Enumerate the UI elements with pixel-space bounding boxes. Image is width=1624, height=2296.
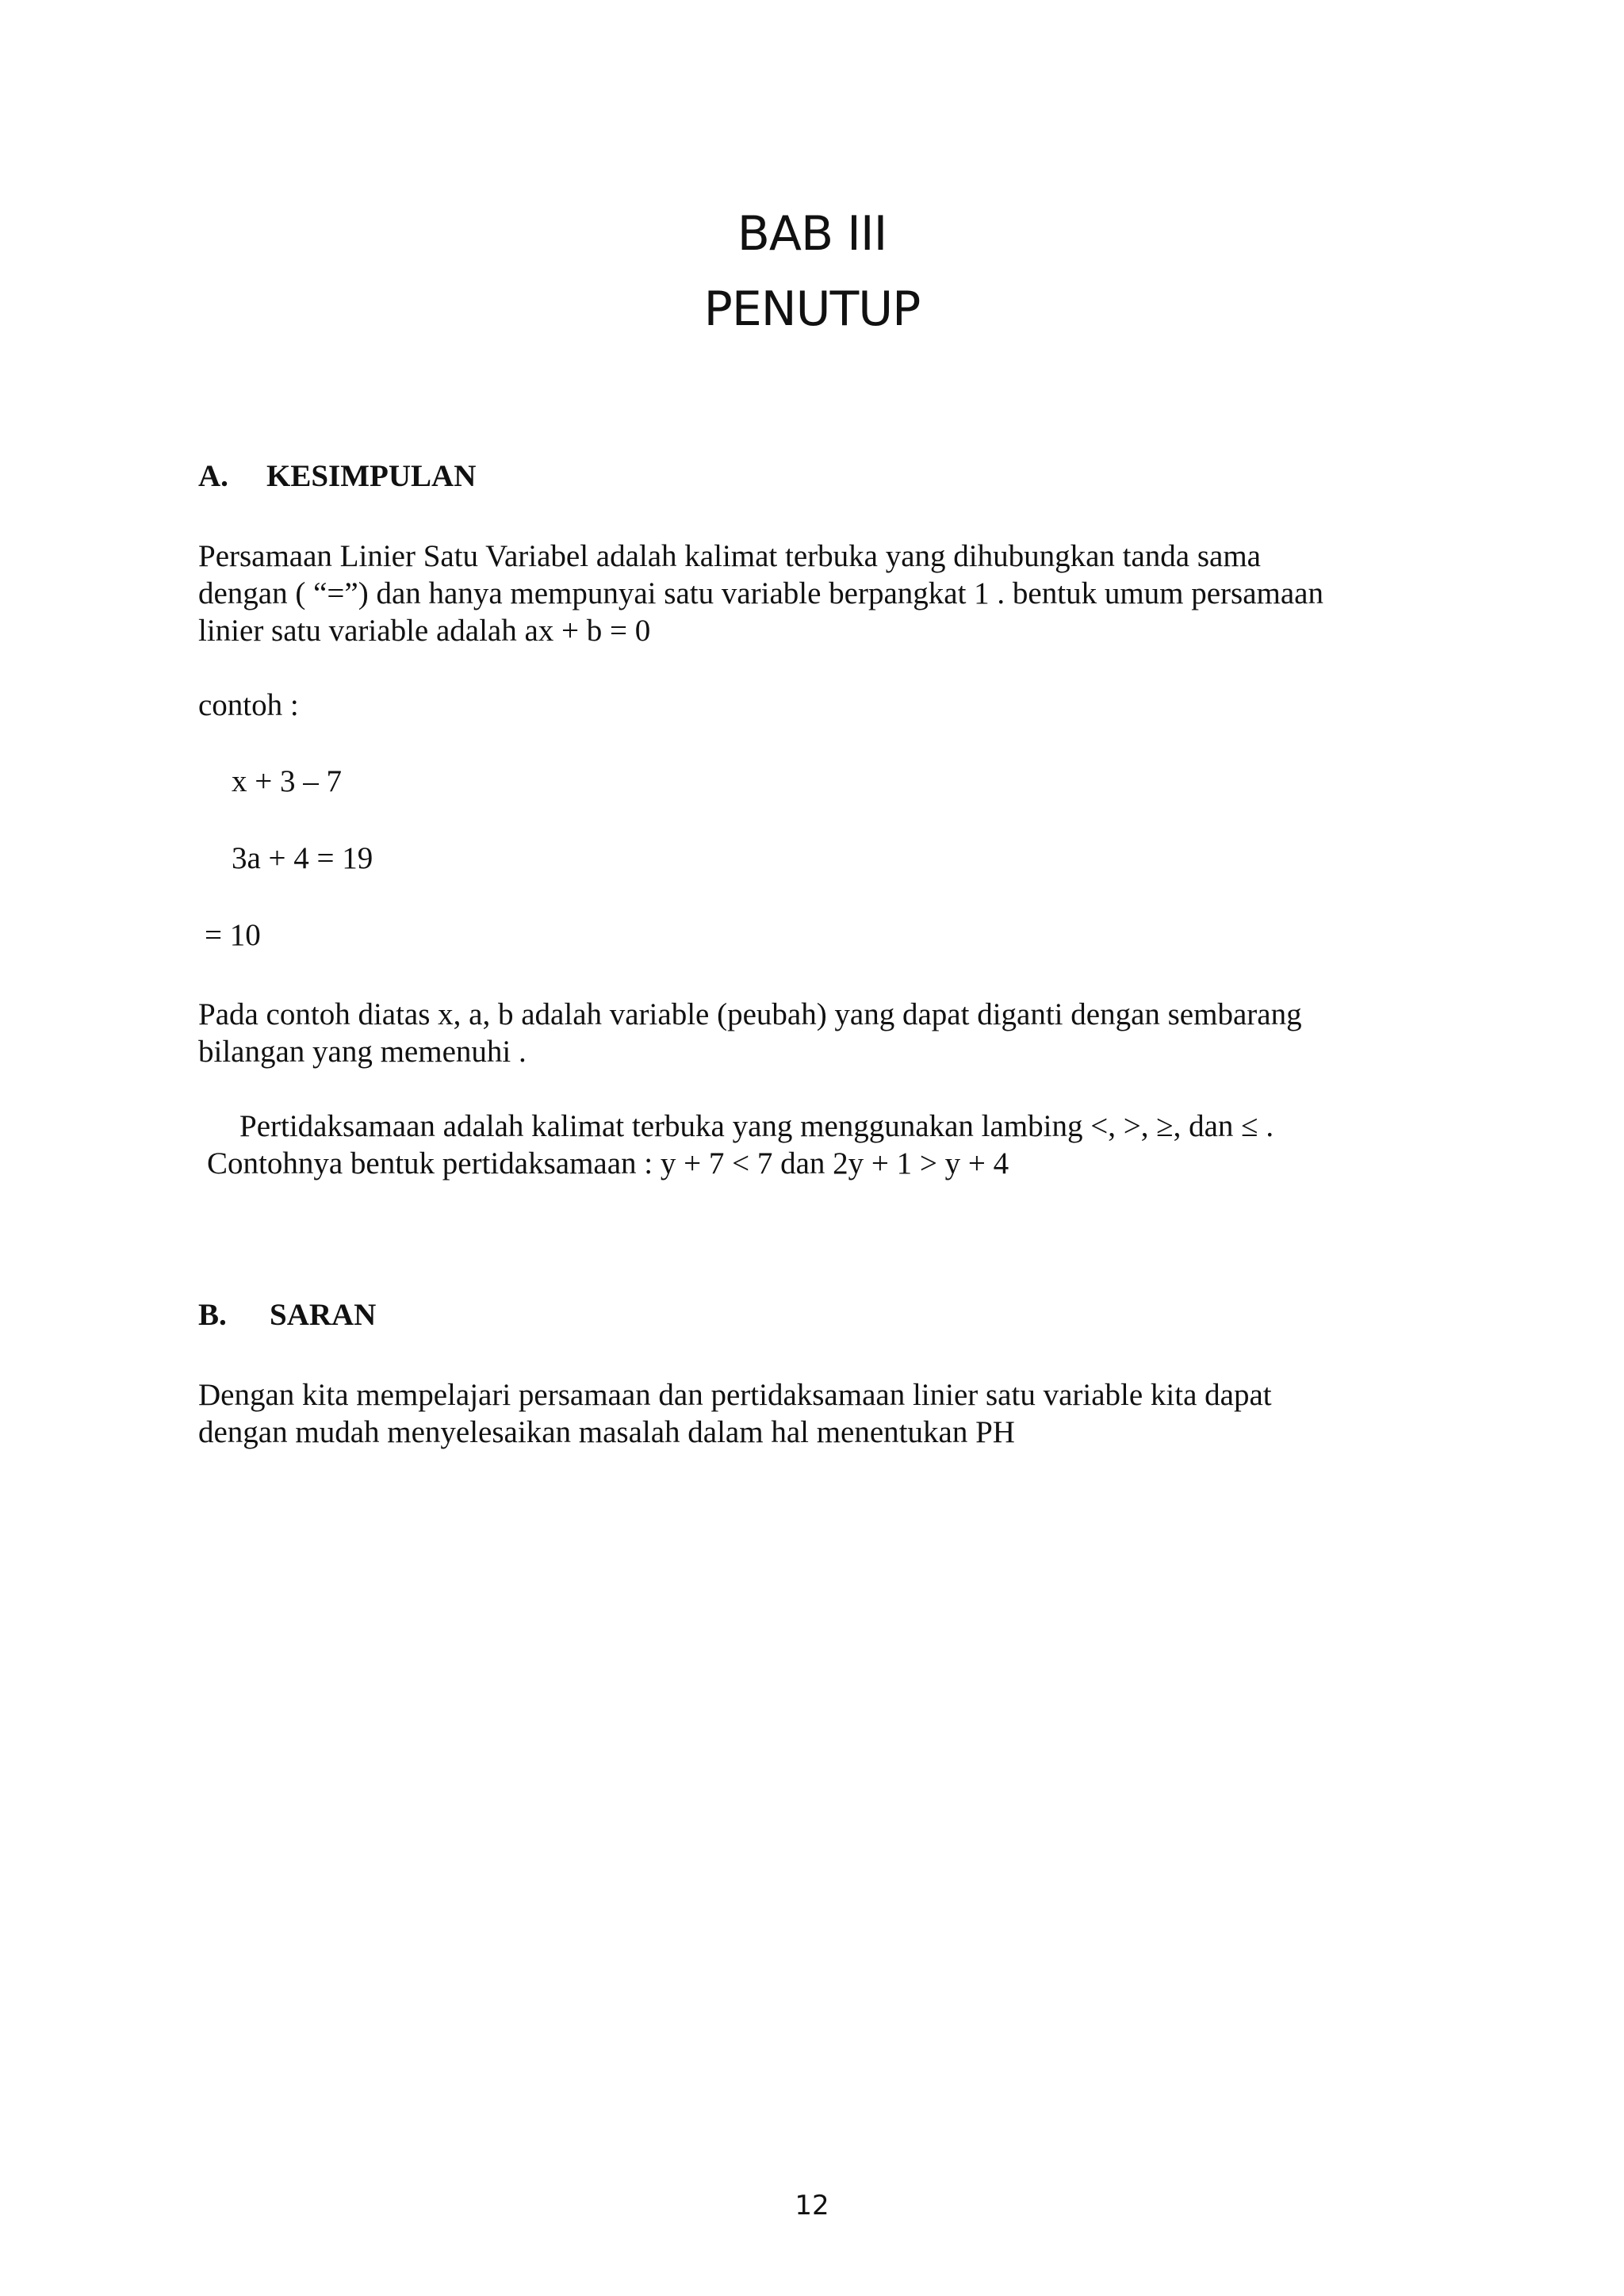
paragraph-line: Pertidaksamaan adalah kalimat terbuka yang menggunakan lambing <, >, ≥, dan ≤ . bbox=[239, 1109, 1274, 1143]
paragraph-line: dengan mudah menyelesaikan masalah dalam hal menentukan PH bbox=[198, 1415, 1015, 1449]
explanation-paragraph bbox=[198, 996, 1411, 1070]
chapter-title: PENUTUP bbox=[703, 281, 921, 337]
section-a-paragraph bbox=[198, 538, 1411, 649]
paragraph-line: Persamaan Linier Satu Variabel adalah kalimat terbuka yang dihubungkan tanda sama bbox=[198, 539, 1261, 573]
paragraph-line: Contohnya bentuk pertidaksamaan : y + 7 < 7 dan 2y + 1 > y + 4 bbox=[207, 1146, 1009, 1181]
paragraph-line: dengan ( “=”) dan hanya mempunyai satu variable berpangkat 1 . bentuk umum persamaan bbox=[198, 576, 1323, 610]
example-1: x + 3 – 7 bbox=[232, 764, 342, 798]
section-b-paragraph bbox=[198, 1376, 1411, 1451]
section-a-heading bbox=[198, 458, 477, 494]
inequality-paragraph bbox=[198, 1108, 1411, 1182]
paragraph-line: bilangan yang memenuhi . bbox=[198, 1035, 527, 1069]
example-2: 3a + 4 = 19 bbox=[232, 841, 373, 875]
section-b-letter: B. bbox=[198, 1298, 227, 1332]
example-label: contoh : bbox=[198, 688, 299, 722]
paragraph-line: Pada contoh diatas x, a, b adalah variable (peubah) yang dapat diganti dengan sembarang bbox=[198, 997, 1302, 1031]
section-a-letter: A. bbox=[198, 459, 228, 493]
page-number: 12 bbox=[795, 2190, 829, 2221]
paragraph-line: linier satu variable adalah ax + b = 0 bbox=[198, 614, 651, 648]
section-b-title: SARAN bbox=[270, 1298, 377, 1332]
paragraph-line: Dengan kita mempelajari persamaan dan pertidaksamaan linier satu variable kita dapat bbox=[198, 1378, 1272, 1412]
chapter-label: BAB III bbox=[737, 206, 887, 262]
example-3: = 10 bbox=[205, 918, 261, 952]
section-b-heading bbox=[198, 1297, 377, 1333]
section-a-title: KESIMPULAN bbox=[266, 459, 477, 493]
